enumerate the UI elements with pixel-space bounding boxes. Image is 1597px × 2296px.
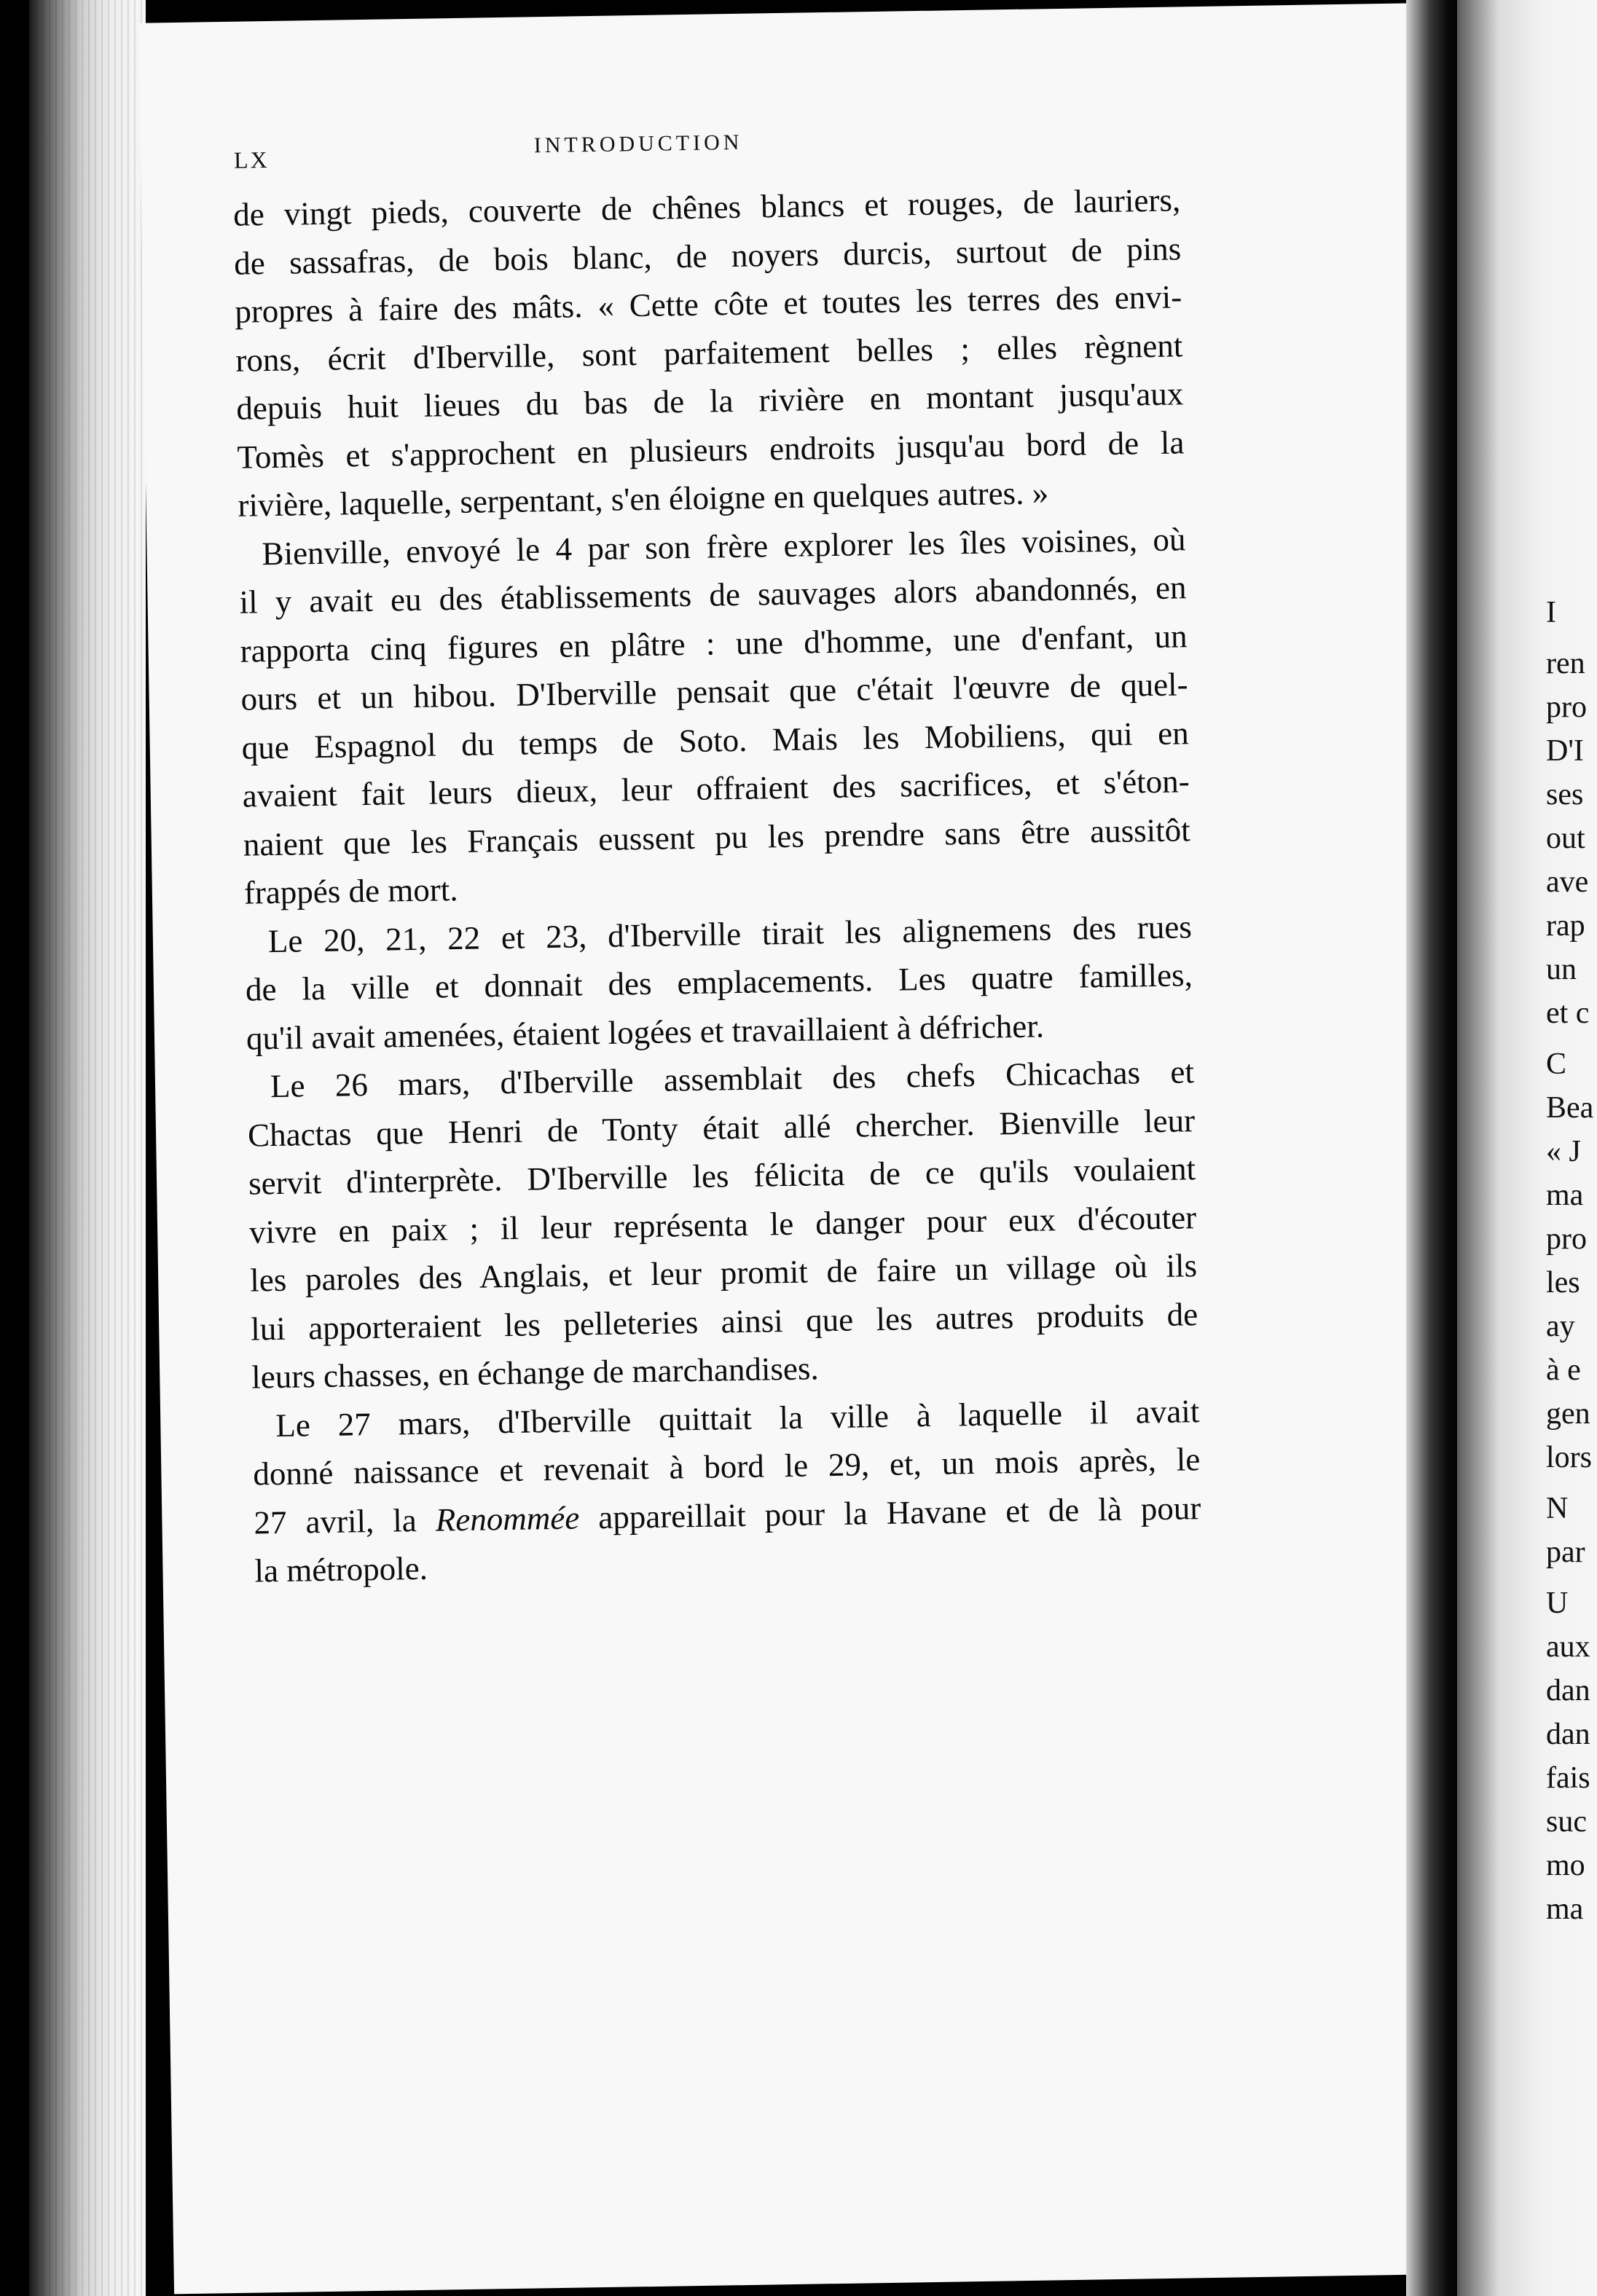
facing-page-fragment: C bbox=[1546, 1047, 1567, 1081]
facing-page bbox=[1457, 0, 1597, 2296]
facing-page-fragment: à e bbox=[1546, 1353, 1581, 1387]
text-line: avaient fait leurs dieux, leur offraient des sacrifices, et s'éton- bbox=[242, 763, 1190, 814]
facing-page-fragment: les bbox=[1546, 1266, 1580, 1300]
facing-page-fragment: par bbox=[1546, 1536, 1585, 1569]
facing-page-fragment: mo bbox=[1546, 1849, 1585, 1882]
facing-page-fragment: aux bbox=[1546, 1630, 1590, 1664]
text-line: 27 avril, la Renommée appareillait pour la Havane et de là pour bbox=[254, 1489, 1201, 1541]
facing-page-fragment: pro bbox=[1546, 1222, 1587, 1256]
facing-page-fragment: Bea bbox=[1546, 1091, 1594, 1125]
text-line: que Espagnol du temps de Soto. Mais les Mobiliens, qui en bbox=[241, 714, 1189, 766]
text-line: rapporta cinq figures en plâtre : une d'homme, une d'enfant, un bbox=[240, 617, 1188, 669]
facing-page-fragment: gen bbox=[1546, 1397, 1590, 1431]
facing-page-fragment: out bbox=[1546, 822, 1585, 855]
text-line: Le 26 mars, d'Iberville assemblait des chefs Chicachas et bbox=[270, 1053, 1195, 1105]
text-line: qu'il avait amenées, étaient logées et travaillaient à défricher. bbox=[246, 1007, 1045, 1057]
text-line: Le 27 mars, d'Iberville quittait la ville à laquelle il avait bbox=[275, 1392, 1200, 1444]
facing-page-fragment: « J bbox=[1546, 1135, 1581, 1168]
facing-page-fragment: et c bbox=[1546, 996, 1590, 1030]
text-line: Le 20, 21, 22 et 23, d'Iberville tirait les alignemens des rues bbox=[267, 908, 1193, 959]
facing-page-fragment: suc bbox=[1546, 1805, 1587, 1839]
text-line: leurs chasses, en échange de marchandises. bbox=[251, 1350, 820, 1396]
text-line: lui apporteraient les pelleteries ainsi que les autres produits de bbox=[250, 1295, 1198, 1348]
facing-page-fragment: ren bbox=[1546, 647, 1585, 680]
facing-page-fragment: lors bbox=[1546, 1441, 1592, 1474]
facing-page-fragment: N bbox=[1546, 1492, 1569, 1525]
facing-page-fragment: ay bbox=[1546, 1310, 1575, 1343]
running-head bbox=[141, 119, 1420, 184]
facing-page-fragment: dan bbox=[1546, 1674, 1590, 1707]
text-line: frappés de mort. bbox=[243, 871, 458, 911]
text-line: donné naissance et revenait à bord le 29, et, un mois après, le bbox=[253, 1441, 1201, 1493]
text-line: ours et un hibou. D'Iberville pensait que c'était l'œuvre de quel- bbox=[240, 666, 1188, 718]
text-line: depuis huit lieues du bas de la rivière en montant jusqu'aux bbox=[236, 375, 1184, 427]
text-line: de sassafras, de bois blanc, de noyers durcis, surtout de pins bbox=[233, 229, 1182, 282]
facing-page-fragment: ave bbox=[1546, 865, 1589, 899]
facing-page-fragment: ma bbox=[1546, 1179, 1584, 1212]
facing-page-fragment: ses bbox=[1546, 778, 1584, 811]
text-line: propres à faire des mâts. « Cette côte et toutes les terres des envi- bbox=[234, 278, 1182, 330]
text-line: vivre en paix ; il leur représenta le danger pour eux d'écouter bbox=[248, 1198, 1197, 1251]
facing-page-fragment: pro bbox=[1546, 691, 1587, 724]
text-line: Chactas que Henri de Tonty était allé chercher. Bienville leur bbox=[247, 1101, 1196, 1154]
book-gutter bbox=[1406, 0, 1464, 2296]
facing-page-fragment: D'I bbox=[1546, 734, 1584, 768]
facing-page-fragment: fais bbox=[1546, 1761, 1590, 1795]
page-number: LX bbox=[233, 146, 270, 173]
text-line: servit d'interprète. D'Iberville les félicita de ce qu'ils voulaient bbox=[248, 1150, 1196, 1202]
text-line: de vingt pieds, couverte de chênes blancs et rouges, de lauriers, bbox=[232, 181, 1181, 233]
facing-page-fragment: I bbox=[1546, 596, 1556, 629]
text-line: il y avait eu des établissements de sauvages alors abandonnés, en bbox=[239, 569, 1187, 621]
text-line: de la ville et donnait des emplacements. Les quatre familles, bbox=[245, 956, 1193, 1008]
text-line: Bienville, envoyé le 4 par son frère explorer les îles voisines, où bbox=[262, 520, 1186, 572]
text-line: la métropole. bbox=[254, 1549, 428, 1589]
text-line: naient que les Français eussent pu les prendre sans être aussitôt bbox=[243, 811, 1191, 863]
text-line: Tomès et s'approchent en plusieurs endroits jusqu'au bord de la bbox=[237, 423, 1185, 476]
text-line: rivière, laquelle, serpentant, s'en éloigne en quelques autres. » bbox=[238, 474, 1049, 524]
facing-page-fragment: ma bbox=[1546, 1892, 1584, 1926]
running-title: INTRODUCTION bbox=[533, 130, 743, 158]
text-line: rons, écrit d'Iberville, sont parfaitement belles ; elles règnent bbox=[235, 326, 1183, 379]
left-page-edge bbox=[29, 0, 146, 2296]
body-text bbox=[233, 176, 1202, 1595]
book-page bbox=[138, 3, 1453, 2294]
text-line: les paroles des Anglais, et leur promit de faire un village où ils bbox=[249, 1247, 1198, 1299]
facing-page-fragment: dan bbox=[1546, 1718, 1590, 1751]
facing-page-fragment: rap bbox=[1546, 909, 1585, 943]
facing-page-fragment: un bbox=[1546, 953, 1577, 986]
facing-page-fragment: U bbox=[1546, 1587, 1569, 1620]
